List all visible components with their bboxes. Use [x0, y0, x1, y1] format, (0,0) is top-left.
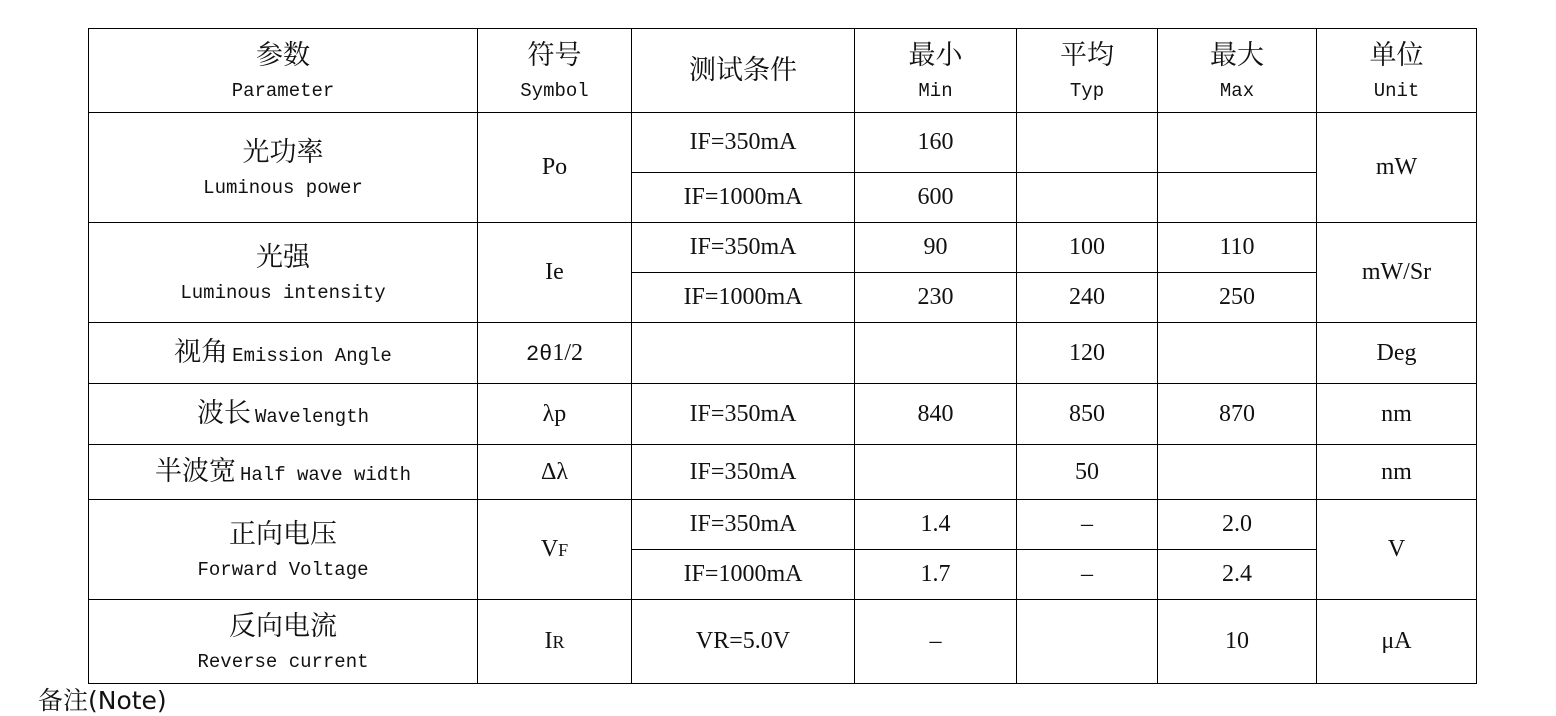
table-row	[89, 223, 1477, 273]
param-en: Luminous power	[203, 176, 363, 199]
param-zh: 正向电压	[229, 518, 337, 550]
max-cell: 110	[1158, 223, 1317, 273]
cond-cell: IF=350mA	[632, 113, 855, 173]
cond-cell	[632, 323, 855, 384]
typ-cell: 850	[1017, 384, 1158, 445]
param-en: Emission Angle	[232, 345, 392, 367]
unit-cell: nm	[1317, 384, 1477, 445]
symbol-main: V	[540, 536, 559, 562]
param-zh: 视角	[174, 337, 229, 368]
param-zh: 波长	[196, 398, 251, 429]
symbol-angle-part: 2θ	[525, 341, 553, 367]
table-row	[89, 445, 1477, 500]
header-typ-zh: 平均	[1060, 39, 1114, 71]
header-unit	[1317, 29, 1477, 113]
note-heading: 备注(Note)	[38, 686, 167, 715]
min-cell: 160	[855, 113, 1017, 173]
header-min-zh: 最小	[908, 39, 963, 71]
max-cell	[1158, 113, 1317, 173]
header-cond-zh: 测试条件	[689, 54, 797, 86]
spec-table	[88, 28, 1477, 684]
param-zh: 光功率	[242, 136, 324, 168]
param-cell	[89, 500, 478, 600]
typ-cell	[1017, 600, 1158, 684]
min-cell: 600	[855, 173, 1017, 223]
typ-cell: 240	[1017, 273, 1158, 323]
param-cell	[89, 445, 478, 500]
header-max	[1158, 29, 1317, 113]
table-row	[89, 500, 1477, 550]
unit-cell: V	[1317, 500, 1477, 600]
header-unit-en: Unit	[1373, 79, 1420, 102]
min-cell: 1.4	[855, 500, 1017, 550]
typ-cell: 50	[1017, 445, 1158, 500]
symbol-half-part: 1/2	[552, 339, 584, 366]
min-cell: 90	[855, 223, 1017, 273]
header-param-zh: 参数	[256, 39, 310, 71]
max-cell: 10	[1158, 600, 1317, 684]
typ-cell: 100	[1017, 223, 1158, 273]
cond-cell: IF=1000mA	[632, 273, 855, 323]
typ-cell	[1017, 113, 1158, 173]
table-row	[89, 323, 1477, 384]
param-cell	[89, 600, 478, 684]
min-cell	[855, 323, 1017, 384]
max-cell: 2.4	[1158, 550, 1317, 600]
param-cell	[89, 384, 478, 445]
table-row	[89, 600, 1477, 684]
header-symbol	[478, 29, 632, 113]
typ-cell: –	[1017, 500, 1158, 550]
param-en: Wavelength	[254, 406, 370, 428]
min-cell: 230	[855, 273, 1017, 323]
unit-cell: nm	[1317, 445, 1477, 500]
header-typ	[1017, 29, 1158, 113]
symbol-cell: Δλ	[478, 445, 632, 500]
header-max-zh: 最大	[1210, 39, 1264, 71]
max-cell: 870	[1158, 384, 1317, 445]
header-unit-zh: 单位	[1369, 39, 1424, 71]
max-cell	[1158, 323, 1317, 384]
header-symbol-zh: 符号	[527, 39, 582, 71]
max-cell: 250	[1158, 273, 1317, 323]
param-zh: 半波宽	[154, 456, 236, 487]
header-cond	[632, 29, 855, 113]
typ-cell: 120	[1017, 323, 1158, 384]
param-en: Forward Voltage	[197, 558, 369, 581]
max-cell	[1158, 445, 1317, 500]
typ-cell	[1017, 173, 1158, 223]
min-cell	[855, 445, 1017, 500]
cond-cell: IF=350mA	[632, 500, 855, 550]
header-max-en: Max	[1219, 79, 1255, 102]
cond-cell: IF=350mA	[632, 445, 855, 500]
table-row	[89, 113, 1477, 173]
cond-cell: IF=350mA	[632, 384, 855, 445]
param-zh: 反向电流	[229, 610, 337, 642]
symbol-cell: λp	[478, 384, 632, 445]
unit-cell: mW/Sr	[1317, 223, 1477, 323]
cond-cell: IF=350mA	[632, 223, 855, 273]
typ-cell: –	[1017, 550, 1158, 600]
cond-cell: VR=5.0V	[632, 600, 855, 684]
header-row	[89, 29, 1477, 113]
symbol-sub: F	[558, 540, 569, 560]
header-param-en: Parameter	[231, 79, 335, 102]
symbol-cell: Po	[478, 113, 632, 223]
unit-cell: Deg	[1317, 323, 1477, 384]
symbol-main: I	[544, 628, 553, 654]
header-min-en: Min	[918, 79, 953, 102]
header-min	[855, 29, 1017, 113]
min-cell: 1.7	[855, 550, 1017, 600]
param-cell	[89, 113, 478, 223]
param-en: Half wave width	[239, 464, 412, 486]
symbol-cell	[478, 323, 632, 384]
min-cell: –	[855, 600, 1017, 684]
header-symbol-en: Symbol	[520, 79, 589, 102]
table-row	[89, 384, 1477, 445]
symbol-cell	[478, 500, 632, 600]
unit-cell: μA	[1317, 600, 1477, 684]
param-cell	[89, 223, 478, 323]
param-en: Luminous intensity	[180, 281, 386, 304]
max-cell: 2.0	[1158, 500, 1317, 550]
header-param	[89, 29, 478, 113]
min-cell: 840	[855, 384, 1017, 445]
max-cell	[1158, 173, 1317, 223]
header-typ-en: Typ	[1069, 79, 1105, 102]
unit-cell: mW	[1317, 113, 1477, 223]
cond-cell: IF=1000mA	[632, 173, 855, 223]
symbol-sub: R	[552, 632, 565, 652]
cond-cell: IF=1000mA	[632, 550, 855, 600]
param-cell	[89, 323, 478, 384]
symbol-cell	[478, 600, 632, 684]
param-en: Reverse current	[197, 650, 369, 673]
param-zh: 光强	[256, 241, 310, 273]
symbol-cell: Ie	[478, 223, 632, 323]
